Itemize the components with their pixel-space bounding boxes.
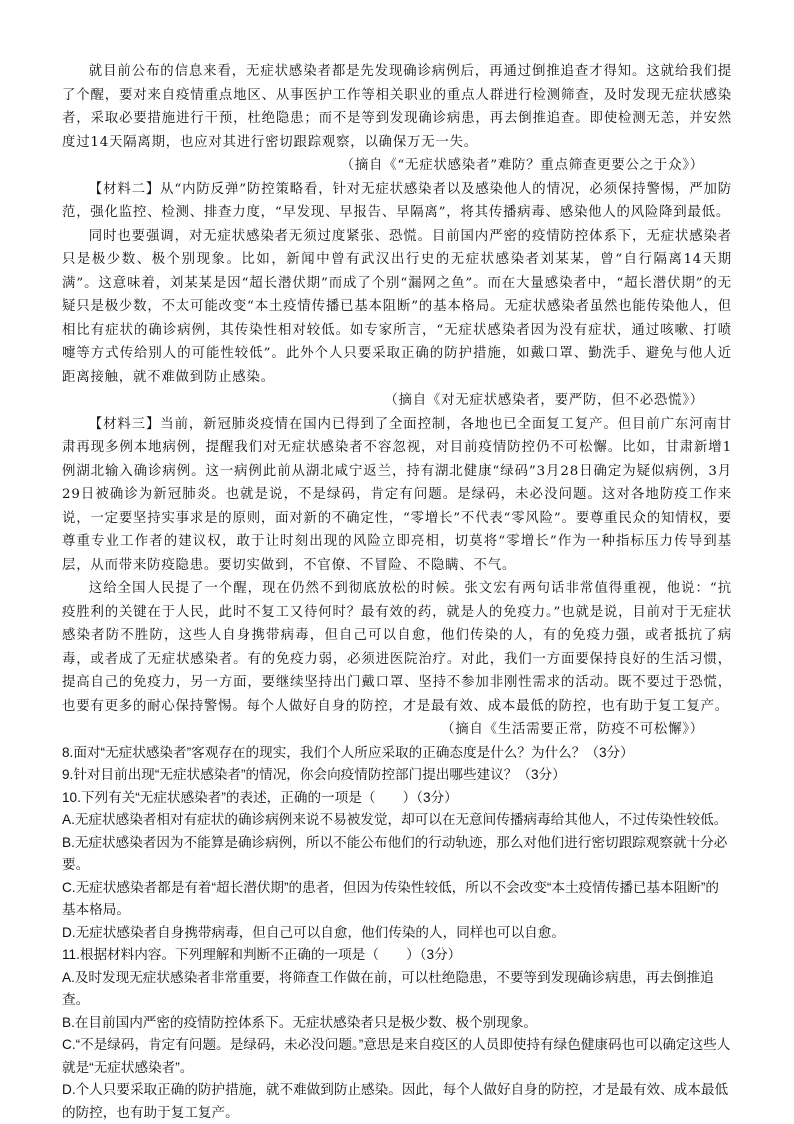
material-3-source: （摘自《生活需要正常，防疫不可松懈》） — [62, 718, 732, 742]
material-3-paragraph-2: 这给全国人民提了一个醒，现在仍然不到彻底放松的时候。张文宏有两句话非常值得重视，他说：“抗疫胜利的关键在于人民，此时不复工又待何时？最有效的药，就是人的免疫力。”也就是说，目前对于无症状感染者防不胜防，这些人自身携带病毒，但自己可以自愈，他们传染的人，有的免疫力强，或者抵抗了病毒，或者成了无症状感染者。有的免疫力弱，必须进医院治疗。对此，我们一方面要保持良好的生活习惯，提高自己的免疫力，另一方面，要继续坚持出门戴口罩、坚持不参加非刚性需求的活动。既不要过于恐慌，也要有更多的耐心保持警惕。每个人做好自身的防控，才是最有效、成本最低的防控，也有助于复工复产。 — [62, 577, 732, 718]
material-2-paragraph-1: 【材料二】从“内防反弹”防控策略看，针对无症状感染者以及感染他人的情况，必须保持警惕，严加防范，强化监控、检测、排查力度，“早发现、早报告、早隔离”，将其传播病毒、感染他人的风险降到最低。 — [62, 178, 732, 225]
question-10-option-c: C.无症状感染者都是有着“超长潜伏期”的患者，但因为传染性较低，所以不会改变“本土疫情传播已基本阻断”的基本格局。 — [62, 877, 732, 922]
material-2 — [62, 178, 732, 390]
material-2-paragraph-2: 同时也要强调，对无症状感染者无须过度紧张、恐慌。目前国内严密的疫情防控体系下，无症状感染者只是极少数、极个别现象。比如，新闻中曾有武汉出行史的无症状感染者刘某某，曾“自行隔离14天期满”。这意味着，刘某某是因“超长潜伏期”而成了个别“漏网之鱼”。而在大量感染者中，“超长潜伏期”的无疑只是极少数，不太可能改变“本土疫情传播已基本阻断”的基本格局。无症状感染者虽然也能传染他人，但相比有症状的确诊病例，其传染性相对较低。如专家所言，“无症状感染者因为没有症状，通过咳嗽、打喷嚏等方式传给别人的可能性较低”。此外个人只要采取正确的防护措施，如戴口罩、勤洗手、避免与他人近距离接触，就不难做到防止感染。 — [62, 225, 732, 390]
question-9: 9.针对目前出现“无症状感染者”的情况，你会向疫情防控部门提出哪些建议？（3分） — [62, 764, 732, 787]
question-10-option-d: D.无症状感染者自身携带病毒，但自己可以自愈，他们传染的人，同样也可以自愈。 — [62, 922, 732, 945]
material-3-paragraph-1: 【材料三】当前，新冠肺炎疫情在国内已得到了全面控制，各地也已全面复工复产。但目前广东河南甘肃再现多例本地病例，提醒我们对无症状感染者不容忽视，对目前疫情防控仍不可松懈。比如，甘肃新增1例湖北输入确诊病例。这一病例此前从湖北咸宁返兰，持有湖北健康“绿码”3月28日确定为疑似病例，3月29日被确诊为新冠肺炎。也就是说，不是绿码，肯定有问题。是绿码，未必没问题。这对各地防疫工作来说，一定要坚持实事求是的原则，面对新的不确定性，“零增长”不代表“零风险”。要尊重民众的知情权，要尊重专业工作者的建议权，敢于让时刻出现的风险立即亮相，切莫将“零增长”作为一种指标压力传导到基层，从而带来防疫隐患。要切实做到，不官僚、不冒险、不隐瞒、不气。 — [62, 413, 732, 578]
question-11-option-a: A.及时发现无症状感染者非常重要，将筛查工作做在前，可以杜绝隐患，不要等到发现确诊病患，再去倒推追查。 — [62, 967, 732, 1012]
question-10-option-b: B.无症状感染者因为不能算是确诊病例，所以不能公布他们的行动轨迹，那么对他们进行密切跟踪观察就十分必要。 — [62, 832, 732, 877]
material-3 — [62, 413, 732, 719]
material-1-paragraph: 就目前公布的信息来看，无症状感染者都是先发现确诊病例后，再通过倒推追查才得知。这就给我们提了个醒，要对来自疫情重点地区、从事医护工作等相关职业的重点人群进行检测筛查，及时发现无症状感染者，采取必要措施进行干预，杜绝隐患；而不是等到发现确诊病患，再去倒推追查。即使检测无恙，并安然度过14天隔离期，也应对其进行密切跟踪观察，以确保万无一失。 — [62, 60, 732, 154]
material-2-source: （摘自《对无症状感染者，要严防，但不必恐慌》） — [62, 389, 732, 413]
question-11-option-d: D.个人只要采取正确的防护措施，就不难做到防止感染。因此，每个人做好自身的防控，才是最有效、成本最低的防控，也有助于复工复产。 — [62, 1079, 732, 1124]
question-11-option-c: C.“不是绿码，肯定有问题。是绿码，未必没问题。”意思是来自疫区的人员即使持有绿色健康码也可以确定这些人就是“无症状感染者”。 — [62, 1034, 732, 1079]
question-8: 8.面对“无症状感染者”客观存在的现实，我们个人所应采取的正确态度是什么？为什么？（3分） — [62, 742, 732, 765]
questions — [62, 742, 732, 1124]
material-1-source: （摘自《“无症状感染者”难防？重点筛查更要公之于众》） — [62, 154, 732, 178]
question-11-option-b: B.在目前国内严密的疫情防控体系下。无症状感染者只是极少数、极个别现象。 — [62, 1012, 732, 1035]
question-11-stem: 11.根据材料内容。下列理解和判断不正确的一项是（ ）（3分） — [62, 944, 732, 967]
material-1 — [62, 60, 732, 154]
question-10-stem: 10.下列有关“无症状感染者”的表述，正确的一项是（ ）（3分） — [62, 787, 732, 810]
question-10-option-a: A.无症状感染者相对有症状的确诊病例来说不易被发觉，却可以在无意间传播病毒给其他人，不过传染性较低。 — [62, 809, 732, 832]
